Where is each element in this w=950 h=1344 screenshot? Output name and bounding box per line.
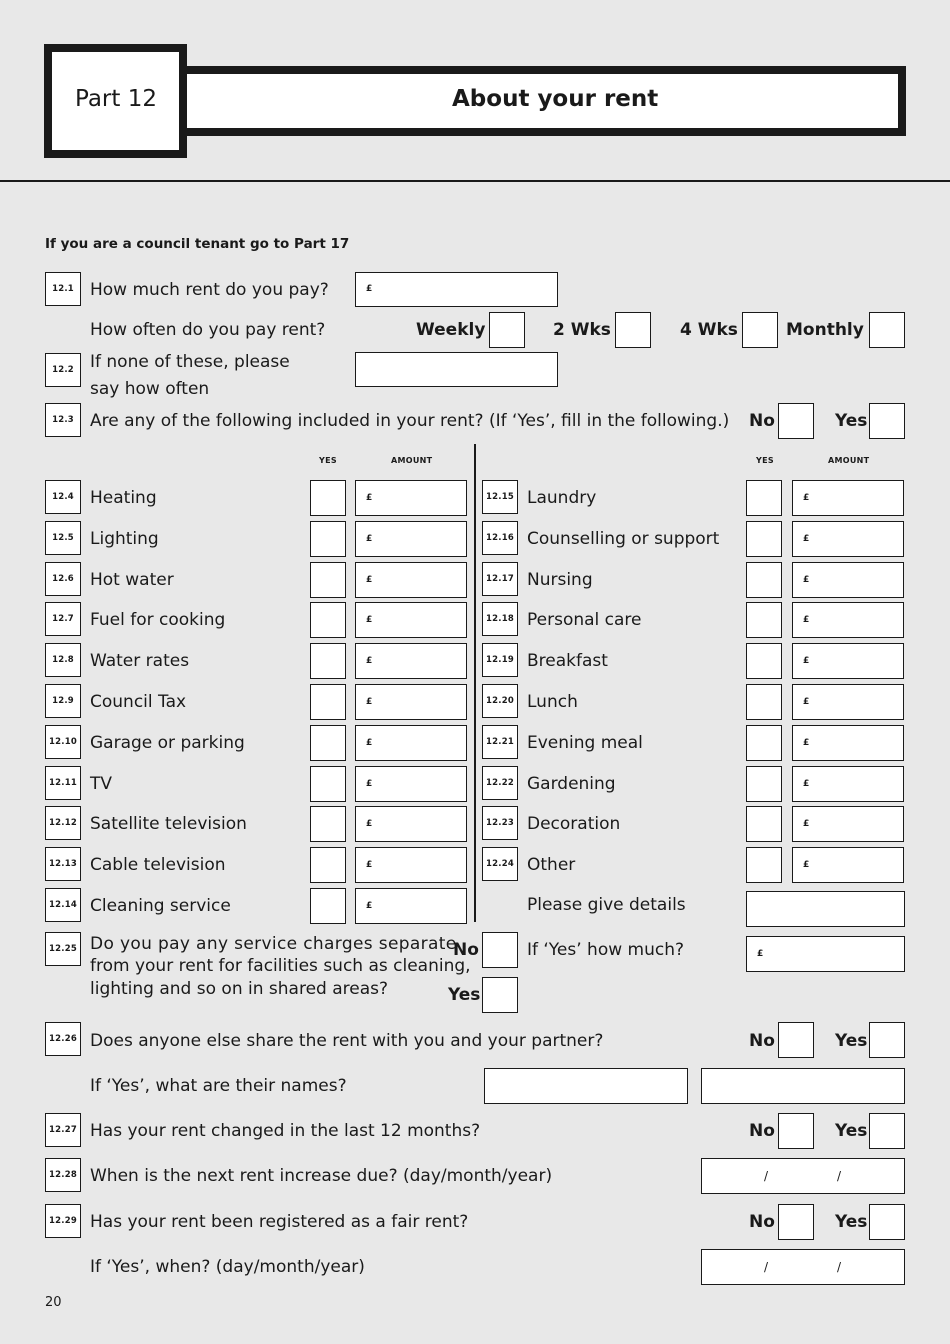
amount-column-header: AMOUNT bbox=[828, 456, 870, 465]
item-yes-checkbox[interactable] bbox=[310, 725, 346, 761]
item-amount-field[interactable] bbox=[792, 562, 904, 598]
no-label: No bbox=[749, 1121, 775, 1141]
currency-symbol: £ bbox=[803, 860, 810, 871]
next-increase-question: When is the next rent increase due? (day/month/year) bbox=[90, 1166, 553, 1186]
date-separator: / bbox=[764, 1169, 769, 1183]
item-label: Heating bbox=[90, 488, 157, 508]
item-amount-field[interactable] bbox=[355, 562, 467, 598]
item-amount-field[interactable] bbox=[355, 602, 467, 638]
column-divider bbox=[474, 444, 476, 922]
monthly-label: Monthly bbox=[786, 320, 864, 340]
item-amount-field[interactable] bbox=[355, 480, 467, 516]
currency-symbol: £ bbox=[366, 493, 373, 503]
service-charges-question-line3: lighting and so on in shared areas? bbox=[90, 979, 389, 999]
item-number: 12.16 bbox=[482, 521, 518, 555]
included-no-checkbox[interactable] bbox=[778, 403, 814, 439]
item-label: Fuel for cooking bbox=[90, 610, 226, 631]
currency-symbol: £ bbox=[803, 737, 810, 748]
item-yes-checkbox[interactable] bbox=[746, 480, 782, 516]
service-charges-amount-label: If ‘Yes’ how much? bbox=[527, 940, 685, 960]
service-charges-no-checkbox[interactable] bbox=[482, 932, 518, 968]
rent-changed-question: Has your rent changed in the last 12 months? bbox=[90, 1121, 481, 1141]
item-label: Satellite television bbox=[90, 814, 247, 835]
item-label: Council Tax bbox=[90, 692, 187, 712]
item-yes-checkbox[interactable] bbox=[310, 562, 346, 598]
sharer-names-label: If ‘Yes’, what are their names? bbox=[90, 1076, 347, 1096]
other-frequency-label-line2: say how often bbox=[90, 379, 210, 399]
item-label: Water rates bbox=[90, 651, 190, 672]
item-yes-checkbox[interactable] bbox=[310, 643, 346, 679]
item-label: Other bbox=[527, 855, 576, 876]
currency-symbol: £ bbox=[803, 778, 810, 789]
rent-amount-field[interactable] bbox=[355, 272, 558, 307]
item-amount-field[interactable] bbox=[792, 602, 904, 638]
rent-changed-no-checkbox[interactable] bbox=[778, 1113, 814, 1149]
four-weeks-checkbox[interactable] bbox=[742, 312, 778, 348]
item-number: 12.23 bbox=[482, 806, 518, 840]
other-frequency-label-line1: If none of these, please bbox=[90, 352, 290, 372]
item-number: 12.9 bbox=[45, 684, 81, 718]
currency-symbol: £ bbox=[366, 574, 373, 585]
item-amount-field[interactable] bbox=[355, 888, 467, 924]
monthly-checkbox[interactable] bbox=[869, 312, 905, 348]
item-label: Lunch bbox=[527, 692, 578, 712]
weekly-checkbox[interactable] bbox=[489, 312, 525, 348]
item-number: 12.11 bbox=[45, 766, 81, 800]
date-separator: / bbox=[837, 1169, 842, 1183]
date-separator: / bbox=[764, 1260, 769, 1274]
item-yes-checkbox[interactable] bbox=[310, 480, 346, 516]
item-number: 12.22 bbox=[482, 766, 518, 800]
item-yes-checkbox[interactable] bbox=[746, 643, 782, 679]
currency-symbol: £ bbox=[366, 615, 373, 626]
no-label: No bbox=[749, 1212, 775, 1232]
currency-symbol: £ bbox=[803, 493, 810, 503]
share-rent-question: Does anyone else share the rent with you and your partner? bbox=[90, 1031, 604, 1051]
item-label: Gardening bbox=[527, 773, 616, 794]
item-number: 12.5 bbox=[45, 521, 81, 555]
currency-symbol: £ bbox=[366, 901, 373, 911]
item-number: 12.6 bbox=[45, 562, 81, 596]
item-yes-checkbox[interactable] bbox=[310, 847, 346, 883]
item-yes-checkbox[interactable] bbox=[310, 602, 346, 638]
item-label: Counselling or support bbox=[527, 528, 720, 549]
item-label: Personal care bbox=[527, 610, 642, 631]
item-amount-field[interactable] bbox=[355, 806, 467, 842]
item-yes-checkbox[interactable] bbox=[746, 521, 782, 557]
currency-symbol: £ bbox=[366, 533, 373, 544]
yes-label: Yes bbox=[448, 985, 481, 1005]
yes-column-header: YES bbox=[756, 456, 774, 465]
weekly-label: Weekly bbox=[416, 320, 486, 340]
item-amount-field[interactable] bbox=[792, 847, 904, 883]
fair-rent-date-label: If ‘Yes’, when? (day/month/year) bbox=[90, 1257, 365, 1277]
question-number: 12.1 bbox=[45, 272, 81, 306]
item-label: Evening meal bbox=[527, 732, 643, 753]
currency-symbol: £ bbox=[803, 574, 810, 585]
item-yes-checkbox[interactable] bbox=[310, 684, 346, 720]
item-number: 12.18 bbox=[482, 602, 518, 636]
question-number: 12.25 bbox=[45, 932, 81, 966]
yes-label: Yes bbox=[835, 411, 868, 431]
item-amount-field[interactable] bbox=[355, 847, 467, 883]
sharer-name-field-2[interactable] bbox=[701, 1068, 905, 1104]
currency-symbol: £ bbox=[366, 860, 373, 871]
share-rent-yes-checkbox[interactable] bbox=[869, 1022, 905, 1058]
currency-symbol: £ bbox=[803, 533, 810, 544]
currency-symbol: £ bbox=[803, 656, 810, 667]
service-charges-question-line2: from your rent for facilities such as cleaning, bbox=[90, 956, 471, 976]
item-yes-checkbox[interactable] bbox=[310, 888, 346, 924]
details-label: Please give details bbox=[527, 895, 686, 915]
item-label: Lighting bbox=[90, 528, 159, 549]
fair-rent-yes-checkbox[interactable] bbox=[869, 1204, 905, 1240]
item-yes-checkbox[interactable] bbox=[746, 766, 782, 802]
item-number: 12.19 bbox=[482, 643, 518, 677]
question-number: 12.3 bbox=[45, 403, 81, 437]
page-title: About your rent bbox=[452, 86, 659, 112]
question-number: 12.26 bbox=[45, 1022, 81, 1056]
item-yes-checkbox[interactable] bbox=[310, 521, 346, 557]
item-yes-checkbox[interactable] bbox=[746, 725, 782, 761]
no-label: No bbox=[453, 940, 479, 960]
item-amount-field[interactable] bbox=[355, 643, 467, 679]
item-yes-checkbox[interactable] bbox=[746, 602, 782, 638]
item-label: TV bbox=[90, 773, 113, 794]
yes-column-header: YES bbox=[319, 456, 337, 465]
service-charges-question-line1: Do you pay any service charges separate bbox=[90, 934, 457, 954]
item-label: Decoration bbox=[527, 814, 621, 835]
item-amount-field[interactable] bbox=[355, 766, 467, 802]
item-amount-field[interactable] bbox=[792, 643, 904, 679]
no-label: No bbox=[749, 411, 775, 431]
item-number: 12.17 bbox=[482, 562, 518, 596]
currency-symbol: £ bbox=[757, 949, 764, 959]
item-label: Cable television bbox=[90, 855, 226, 876]
item-number: 12.7 bbox=[45, 602, 81, 636]
question-number: 12.29 bbox=[45, 1204, 81, 1238]
item-number: 12.14 bbox=[45, 888, 81, 922]
yes-label: Yes bbox=[835, 1212, 868, 1232]
item-yes-checkbox[interactable] bbox=[310, 766, 346, 802]
amount-column-header: AMOUNT bbox=[391, 456, 433, 465]
rent-amount-label: How much rent do you pay? bbox=[90, 280, 329, 300]
rent-changed-yes-checkbox[interactable] bbox=[869, 1113, 905, 1149]
currency-symbol: £ bbox=[366, 697, 373, 707]
two-weeks-label: 2 Wks bbox=[553, 320, 611, 340]
item-amount-field[interactable] bbox=[792, 480, 904, 516]
item-label: Cleaning service bbox=[90, 896, 231, 916]
no-label: No bbox=[749, 1031, 775, 1051]
fair-rent-date-field[interactable] bbox=[701, 1249, 905, 1285]
item-yes-checkbox[interactable] bbox=[310, 806, 346, 842]
item-amount-field[interactable] bbox=[792, 766, 904, 802]
item-yes-checkbox[interactable] bbox=[746, 847, 782, 883]
currency-symbol: £ bbox=[366, 737, 373, 748]
share-rent-no-checkbox[interactable] bbox=[778, 1022, 814, 1058]
payment-frequency-label: How often do you pay rent? bbox=[90, 320, 326, 340]
currency-symbol: £ bbox=[366, 284, 373, 294]
currency-symbol: £ bbox=[803, 819, 810, 830]
currency-symbol: £ bbox=[366, 819, 373, 830]
included-yes-checkbox[interactable] bbox=[869, 403, 905, 439]
next-increase-date-field[interactable] bbox=[701, 1158, 905, 1194]
item-label: Breakfast bbox=[527, 651, 608, 672]
item-yes-checkbox[interactable] bbox=[746, 562, 782, 598]
item-amount-field[interactable] bbox=[355, 684, 467, 720]
question-number: 12.2 bbox=[45, 353, 81, 387]
question-number: 12.28 bbox=[45, 1158, 81, 1192]
intro-note: If you are a council tenant go to Part 17 bbox=[45, 236, 350, 252]
sharer-name-field-1[interactable] bbox=[484, 1068, 688, 1104]
item-amount-field[interactable] bbox=[792, 521, 904, 557]
currency-symbol: £ bbox=[366, 778, 373, 789]
item-amount-field[interactable] bbox=[355, 725, 467, 761]
other-frequency-field[interactable] bbox=[355, 352, 558, 387]
currency-symbol: £ bbox=[803, 697, 810, 707]
item-number: 12.10 bbox=[45, 725, 81, 759]
item-number: 12.8 bbox=[45, 643, 81, 677]
header-divider bbox=[0, 180, 950, 182]
service-charges-amount-field[interactable] bbox=[746, 936, 905, 972]
four-weeks-label: 4 Wks bbox=[680, 320, 738, 340]
item-number: 12.15 bbox=[482, 480, 518, 514]
item-amount-field[interactable] bbox=[792, 725, 904, 761]
item-number: 12.12 bbox=[45, 806, 81, 840]
details-field[interactable] bbox=[746, 891, 905, 927]
item-label: Laundry bbox=[527, 488, 597, 508]
currency-symbol: £ bbox=[366, 656, 373, 667]
item-amount-field[interactable] bbox=[792, 684, 904, 720]
item-number: 12.13 bbox=[45, 847, 81, 881]
item-number: 12.4 bbox=[45, 480, 81, 514]
part-label: Part 12 bbox=[75, 86, 157, 112]
item-yes-checkbox[interactable] bbox=[746, 806, 782, 842]
question-number: 12.27 bbox=[45, 1113, 81, 1147]
item-label: Garage or parking bbox=[90, 732, 245, 753]
item-yes-checkbox[interactable] bbox=[746, 684, 782, 720]
yes-label: Yes bbox=[835, 1031, 868, 1051]
date-separator: / bbox=[837, 1260, 842, 1274]
two-weeks-checkbox[interactable] bbox=[615, 312, 651, 348]
yes-label: Yes bbox=[835, 1121, 868, 1141]
currency-symbol: £ bbox=[803, 615, 810, 626]
item-number: 12.24 bbox=[482, 847, 518, 881]
item-number: 12.20 bbox=[482, 684, 518, 718]
included-in-rent-question: Are any of the following included in your rent? (If ‘Yes’, fill in the following.) bbox=[90, 411, 730, 431]
fair-rent-no-checkbox[interactable] bbox=[778, 1204, 814, 1240]
item-label: Hot water bbox=[90, 569, 174, 590]
item-amount-field[interactable] bbox=[355, 521, 467, 557]
item-label: Nursing bbox=[527, 569, 593, 590]
item-number: 12.21 bbox=[482, 725, 518, 759]
item-amount-field[interactable] bbox=[792, 806, 904, 842]
fair-rent-question: Has your rent been registered as a fair rent? bbox=[90, 1212, 469, 1232]
page-number: 20 bbox=[45, 1295, 62, 1310]
service-charges-yes-checkbox[interactable] bbox=[482, 977, 518, 1013]
